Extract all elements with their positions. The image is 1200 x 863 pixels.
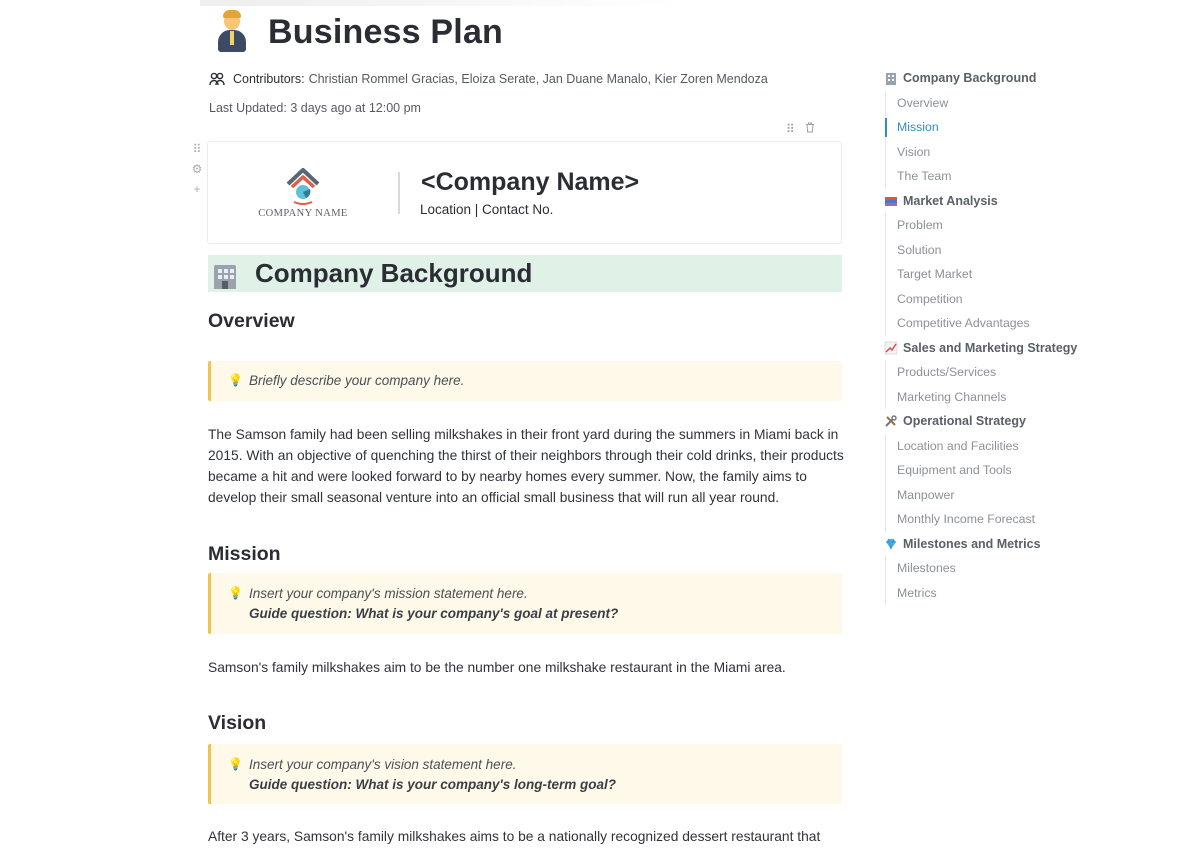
- toc-item[interactable]: Overview: [897, 95, 949, 110]
- office-building-icon: [211, 259, 241, 289]
- callout-text: Insert your company's mission statement here.: [249, 586, 528, 601]
- last-updated-row: [209, 101, 425, 115]
- last-updated-label: Last Updated:: [209, 101, 287, 115]
- office-worker-icon: [212, 10, 252, 54]
- toc-group: [884, 66, 1184, 189]
- toc-item[interactable]: Manpower: [897, 487, 955, 502]
- toc-item[interactable]: The Team: [897, 169, 952, 184]
- toc-item[interactable]: Marketing Channels: [897, 389, 1007, 404]
- toc-heading[interactable]: [884, 409, 1184, 434]
- callout-guide-question: Guide question: What is your company's goal at present?: [249, 606, 619, 621]
- toc-children: [885, 556, 1184, 605]
- toc-item[interactable]: Competitive Advantages: [897, 316, 1030, 331]
- drag-handle-icon[interactable]: ⠿: [192, 142, 202, 156]
- toc-children: [885, 360, 1184, 409]
- contributors-row: [209, 72, 768, 86]
- toc-heading[interactable]: [884, 189, 1184, 214]
- toc-heading[interactable]: [884, 336, 1184, 361]
- vision-heading[interactable]: Vision: [208, 712, 267, 734]
- toc-item[interactable]: Target Market: [897, 267, 973, 282]
- drag-handle-icon[interactable]: ⠿: [786, 122, 795, 136]
- top-toolbar-fade: [200, 0, 680, 6]
- toc-item[interactable]: Problem: [897, 218, 943, 233]
- toc-item[interactable]: Location and Facilities: [897, 438, 1019, 453]
- toc-heading-label: Sales and Marketing Strategy: [903, 340, 1078, 355]
- mission-callout[interactable]: [208, 573, 842, 634]
- company-location-contact[interactable]: Location | Contact No.: [420, 202, 554, 217]
- toc-heading[interactable]: [884, 532, 1184, 557]
- toc-item[interactable]: Solution: [897, 242, 942, 257]
- block-side-handles: [190, 142, 204, 196]
- toc-heading-label: Operational Strategy: [903, 414, 1026, 429]
- logo-text: COMPANY NAME: [258, 208, 348, 219]
- lightbulb-icon: 💡: [228, 586, 243, 600]
- section-company-background: [208, 255, 842, 292]
- card-divider: [398, 172, 400, 214]
- plus-icon[interactable]: +: [193, 182, 201, 196]
- mission-heading[interactable]: Mission: [208, 543, 281, 565]
- contributors-value: Christian Rommel Gracias, Eloiza Serate, Jan Duane Manalo, Kier Zoren Mendoza: [308, 72, 768, 86]
- toc-heading-label: Milestones and Metrics: [903, 536, 1041, 551]
- callout-guide-question: Guide question: What is your company's long-term goal?: [249, 777, 616, 792]
- toc-item[interactable]: Milestones: [897, 561, 956, 576]
- toc-item[interactable]: Competition: [897, 291, 963, 306]
- chart-increasing-icon: [884, 341, 898, 355]
- last-updated-value: 3 days ago at 12:00 pm: [290, 101, 421, 115]
- toc-item[interactable]: Vision: [897, 144, 931, 159]
- gear-icon[interactable]: ⚙: [191, 162, 203, 176]
- toc-children: [885, 91, 1184, 189]
- toc-item[interactable]: Equipment and Tools: [897, 463, 1012, 478]
- toc-group: [884, 409, 1184, 532]
- gem-icon: [884, 537, 898, 551]
- section-title[interactable]: Company Background: [255, 258, 533, 288]
- callout-text: Briefly describe your company here.: [249, 373, 465, 388]
- document-title-row: [212, 10, 503, 54]
- toc-group: [884, 532, 1184, 606]
- block-toolbar: [786, 122, 815, 136]
- company-header-card: [207, 141, 842, 244]
- lightbulb-icon: 💡: [228, 757, 243, 771]
- lightbulb-icon: 💡: [228, 373, 243, 387]
- toc-group: [884, 189, 1184, 336]
- toc-item[interactable]: Metrics: [897, 585, 937, 600]
- vision-paragraph[interactable]: After 3 years, Samson's family milkshakes aims to be a nationally recognized dessert restaurant that: [208, 829, 821, 844]
- toc-children: [885, 213, 1184, 336]
- page-title[interactable]: Business Plan: [268, 12, 504, 51]
- overview-callout[interactable]: [208, 361, 842, 401]
- tools-icon: [884, 414, 898, 428]
- vision-callout[interactable]: [208, 744, 842, 804]
- toc-group: [884, 336, 1184, 410]
- mission-paragraph[interactable]: Samson's family milkshakes aim to be the number one milkshake restaurant in the Miami area.: [208, 660, 786, 675]
- books-icon: [884, 194, 898, 208]
- overview-heading[interactable]: Overview: [208, 310, 295, 332]
- table-of-contents: [884, 66, 1184, 605]
- company-logo: [248, 162, 358, 226]
- toc-heading-label: Market Analysis: [903, 193, 998, 208]
- toc-children: [885, 434, 1184, 532]
- contributors-label: Contributors:: [233, 72, 305, 86]
- house-logo-icon: [248, 162, 358, 208]
- callout-text: Insert your company's vision statement here.: [249, 757, 517, 772]
- building-icon: [884, 71, 898, 85]
- overview-paragraph[interactable]: The Samson family had been selling milkshakes in their front yard during the summers in Miami back in 2015. With an objective of quenching the thirst of their neighbors through their cold drinks, their products became a hit and were looked forward to by nearby homes every summer. Now, the family aims to develop their small seasonal venture into an official small business that will run all year round.: [208, 427, 844, 505]
- toc-item[interactable]: Products/Services: [897, 365, 997, 380]
- toc-item[interactable]: Mission: [886, 115, 1184, 140]
- company-name[interactable]: <Company Name>: [421, 168, 640, 196]
- toc-heading-label: Company Background: [903, 71, 1037, 86]
- trash-icon[interactable]: [805, 122, 815, 136]
- toc-item[interactable]: Monthly Income Forecast: [897, 512, 1036, 527]
- toc-heading[interactable]: [884, 66, 1184, 91]
- people-icon: [209, 72, 225, 86]
